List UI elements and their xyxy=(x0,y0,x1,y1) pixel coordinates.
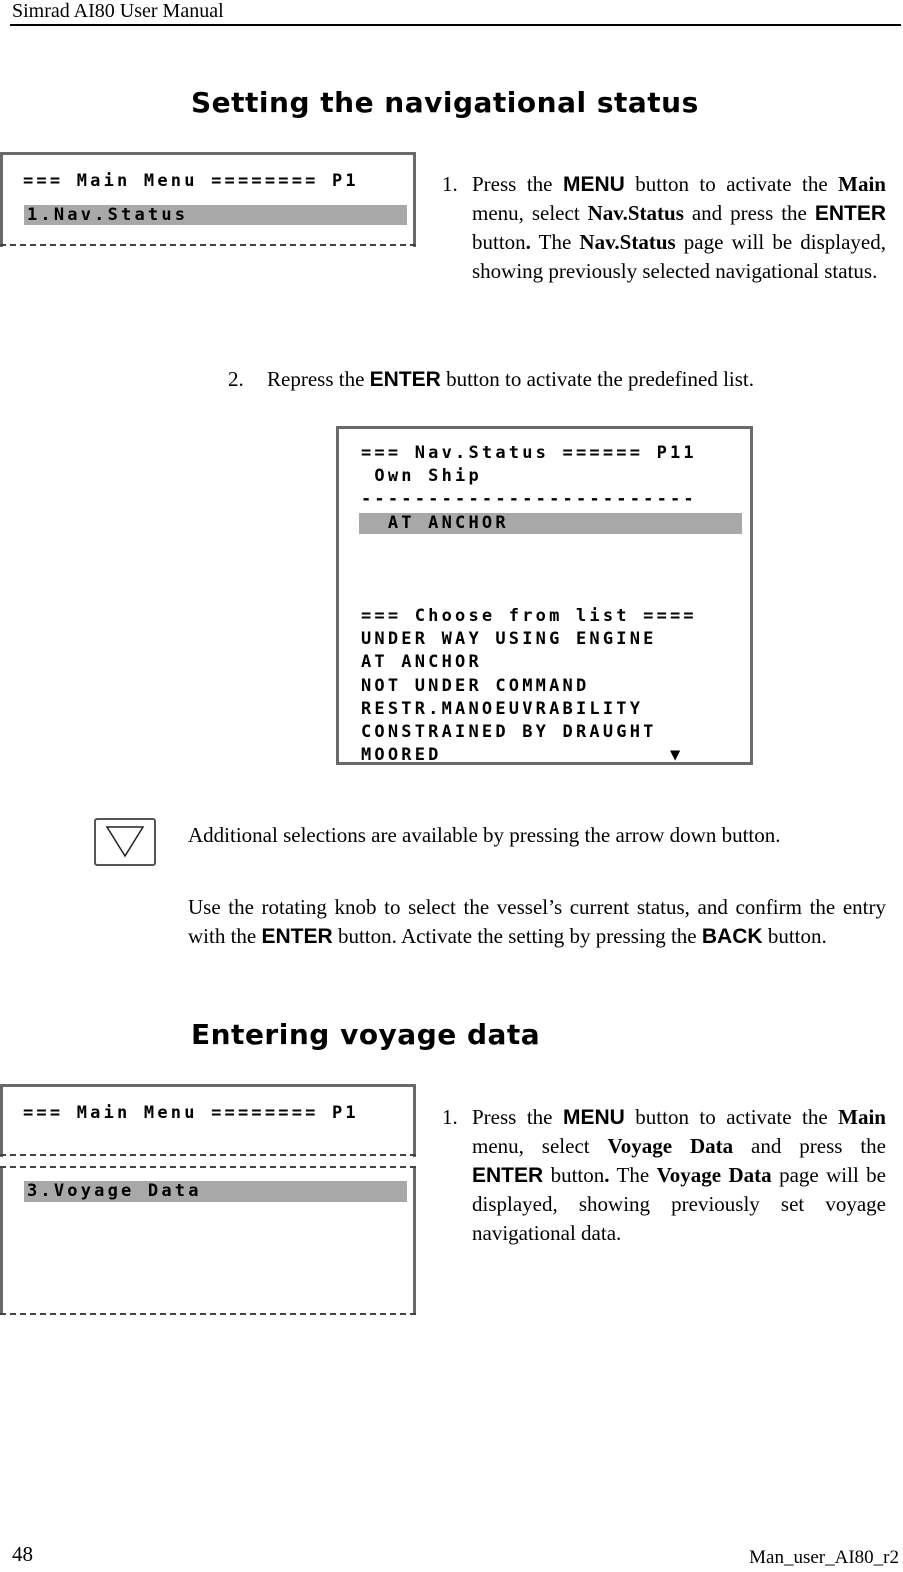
lcd-main-menu-voyage-items xyxy=(0,1168,416,1313)
lcd-line: === Choose from list ==== xyxy=(361,606,697,626)
lcd-line: CONSTRAINED BY DRAUGHT xyxy=(361,722,657,742)
lcd-line-last: MOORED ▼ xyxy=(361,745,684,765)
lcd-line: NOT UNDER COMMAND xyxy=(361,676,590,696)
step-number-2: 2. xyxy=(228,367,244,391)
note-arrow-down: Additional selections are available by pressing the arrow down button. xyxy=(188,823,781,847)
running-header: Simrad AI80 User Manual xyxy=(12,0,224,22)
lcd-line: Own Ship xyxy=(361,466,482,486)
lcd-selected-item: 3.Voyage Data xyxy=(27,1181,202,1201)
triangle-down-icon xyxy=(96,820,154,864)
lcd-line: RESTR.MANOEUVRABILITY xyxy=(361,699,644,719)
page-number: 48 xyxy=(12,1542,33,1566)
voyage-step-1-text: Press the MENU button to activate the Main menu, select Voyage Data and press the ENTER button. The Voyage Data page will be displayed, showing previously set voyage navigational data. xyxy=(472,1105,887,1245)
lcd-cut-edge xyxy=(0,1154,416,1156)
lcd-line-selected: AT ANCHOR xyxy=(361,513,509,533)
lcd-main-menu-voyage-header xyxy=(0,1084,416,1157)
arrow-down-button-icon xyxy=(94,818,156,866)
lcd-line: ------------------------- xyxy=(361,489,697,509)
lcd-line: === Nav.Status ====== P11 xyxy=(361,443,697,463)
step-number: 1. xyxy=(442,1105,458,1129)
section-title-voyage-data: Entering voyage data xyxy=(191,1018,541,1051)
lcd-menu-header: === Main Menu ======== P1 xyxy=(23,171,359,191)
note-rotating-knob: Use the rotating knob to select the vessel’s current status, and confirm the entry with the ENTER button. Activate the setting by pressing the BACK button. xyxy=(188,895,886,948)
step-1-text: Press the MENU button to activate the Main menu, select Nav.Status and press the ENTER button. The Nav.Status page will be displayed, showing previously selected navigational status. xyxy=(472,172,886,283)
lcd-cut-edge xyxy=(0,1313,416,1315)
lcd-selected-item: 1.Nav.Status xyxy=(27,205,189,225)
section-title-nav-status: Setting the navigational status xyxy=(191,86,699,119)
lcd-menu-header: === Main Menu ======== P1 xyxy=(23,1103,359,1123)
lcd-nav-status-page xyxy=(336,426,753,765)
lcd-line: UNDER WAY USING ENGINE xyxy=(361,629,657,649)
lcd-line: AT ANCHOR xyxy=(361,652,482,672)
header-rule xyxy=(10,24,901,26)
lcd-main-menu-nav xyxy=(0,152,416,247)
lcd-cut-edge xyxy=(0,244,416,246)
document-id: Man_user_AI80_r2 xyxy=(749,1547,899,1568)
step-2-text: Repress the ENTER button to activate the predefined list. xyxy=(267,367,754,391)
step-number: 1. xyxy=(442,172,458,196)
